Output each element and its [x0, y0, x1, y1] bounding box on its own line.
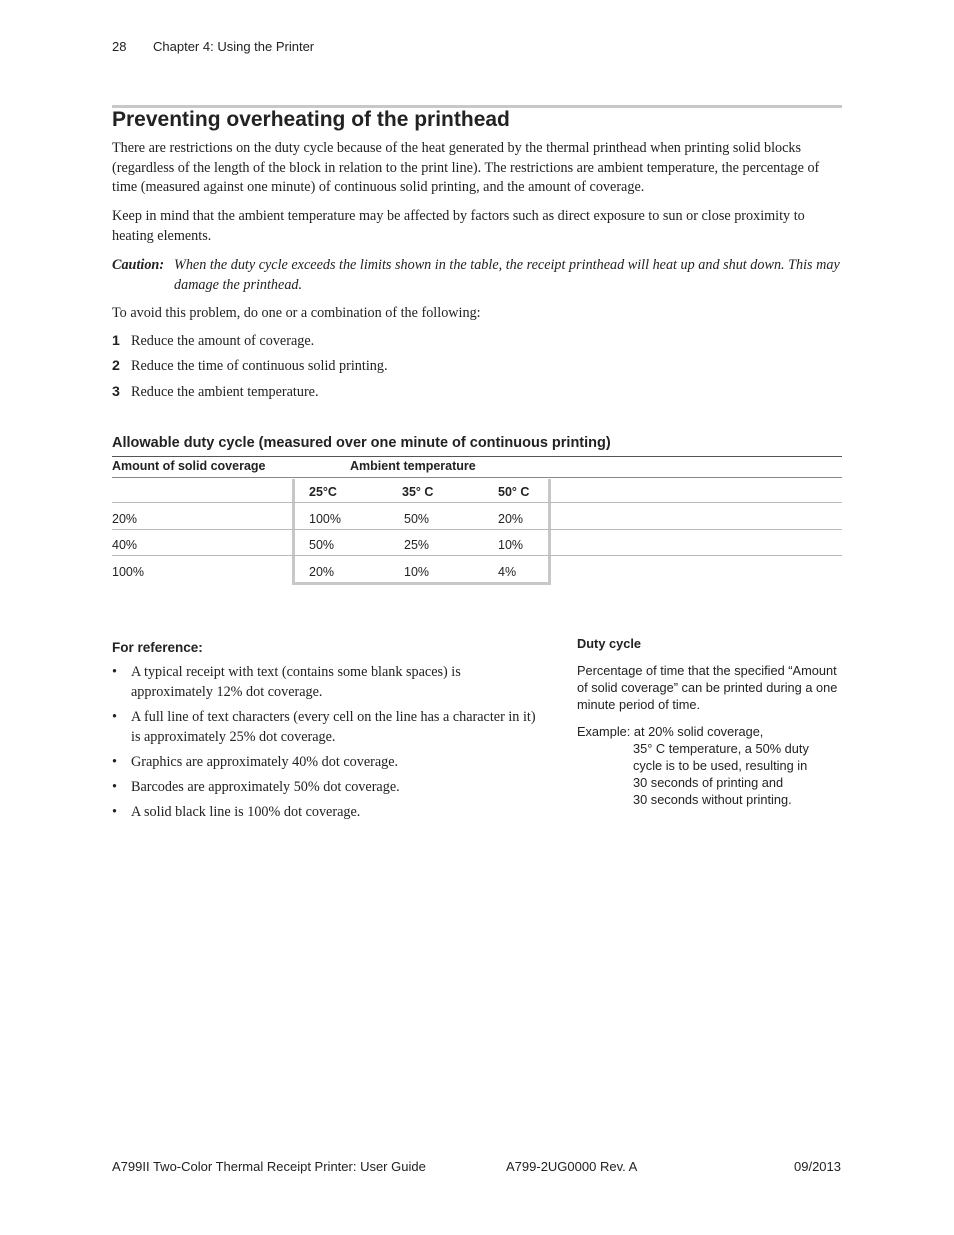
list-item: [112, 662, 542, 702]
sidebar-definition: [577, 635, 842, 808]
sidebar-definition-text: Percentage of time that the specified “Amount of solid coverage” can be printed during a one minute period of time.: [577, 663, 838, 712]
list-item: [112, 752, 542, 772]
bullet-icon: •: [112, 709, 117, 725]
caution-label: Caution:: [112, 257, 165, 273]
cell-100-35: 10%: [404, 565, 430, 579]
caution-note: [112, 256, 842, 295]
sidebar-example-line: 30 seconds without printing.: [633, 792, 792, 807]
paragraph-text: There are restrictions on the duty cycle because of the heat generated by the thermal printhead when printing solid blocks (regardless of the length of the block in relation to the print line). The restrictions are ambient temperature, the percentage of time (measured against one minute) of continuous solid printing, and the amount of coverage.: [112, 140, 820, 195]
page-number: 28: [112, 39, 127, 54]
footer-guide-title: A799II Two-Color Thermal Receipt Printer: User Guide: [112, 1159, 426, 1174]
table-header-rule: [112, 477, 842, 478]
bullet-icon: •: [112, 754, 117, 770]
paragraph-2: [112, 207, 842, 246]
step-text: Reduce the amount of coverage.: [131, 333, 315, 349]
sidebar-example-line: 35° C temperature, a 50% duty: [633, 741, 809, 756]
reference-heading: For reference:: [112, 640, 203, 655]
table-title: Allowable duty cycle (measured over one minute of continuous printing): [112, 435, 611, 451]
step-number: 2: [112, 358, 120, 374]
table-row-divider: [112, 529, 842, 530]
step-text: Reduce the ambient temperature.: [131, 384, 319, 400]
list-item: [112, 777, 542, 797]
table-top-rule: [112, 456, 842, 457]
row-coverage-100: 100%: [112, 565, 144, 579]
intro-paragraph: To avoid this problem, do one or a combination of the following:: [112, 305, 481, 321]
cell-40-35: 25%: [404, 538, 430, 552]
column-header-temperature: Ambient temperature: [350, 459, 476, 473]
table-row-divider: [112, 555, 842, 556]
list-item-text: A solid black line is 100% dot coverage.: [131, 804, 361, 820]
running-header: [112, 39, 314, 54]
step-item: [112, 384, 319, 401]
list-item-text: A full line of text characters (every cell on the line has a character in it) is approximately 25% dot coverage.: [131, 709, 536, 745]
step-number: 1: [112, 333, 120, 349]
footer-doc-id: A799-2UG0000 Rev. A: [506, 1159, 638, 1174]
temp-header-50: 50° C: [498, 485, 530, 499]
cell-20-25: 100%: [309, 512, 341, 526]
step-text: Reduce the time of continuous solid printing.: [131, 358, 388, 374]
sidebar-title: Duty cycle: [577, 636, 642, 651]
footer-date: 09/2013: [794, 1159, 841, 1174]
temp-header-35: 35° C: [402, 485, 434, 499]
sidebar-example: [633, 740, 842, 808]
reference-list: [112, 662, 542, 827]
step-number: 3: [112, 384, 120, 400]
cell-100-25: 20%: [309, 565, 335, 579]
chapter-title: Chapter 4: Using the Printer: [153, 39, 315, 54]
list-item-text: Barcodes are approximately 50% dot coverage.: [131, 779, 400, 795]
sidebar-example-line: cycle is to be used, resulting in: [633, 758, 808, 773]
cell-40-25: 50%: [309, 538, 335, 552]
intro-text: [112, 304, 842, 324]
list-item: [112, 802, 542, 822]
list-item: [112, 707, 542, 747]
section-title: Preventing overheating of the printhead: [112, 108, 510, 131]
temp-header-25: 25°C: [309, 485, 337, 499]
bullet-icon: •: [112, 804, 117, 820]
step-item: [112, 333, 314, 350]
cell-100-50: 4%: [498, 565, 517, 579]
list-item-text: Graphics are approximately 40% dot coverage.: [131, 754, 399, 770]
sidebar-example-label: Example: at 20% solid coverage,: [577, 724, 764, 739]
caution-text: When the duty cycle exceeds the limits shown in the table, the receipt printhead will heat up and shut down. This may damage the printhead.: [174, 257, 840, 293]
cell-20-35: 50%: [404, 512, 430, 526]
list-item-text: A typical receipt with text (contains some blank spaces) is approximately 12% dot coverage.: [131, 664, 461, 700]
step-item: [112, 358, 388, 375]
paragraph-1: [112, 139, 842, 198]
paragraph-text: Keep in mind that the ambient temperature may be affected by factors such as direct exposure to sun or close proximity to heating elements.: [112, 208, 805, 244]
cell-20-50: 20%: [498, 512, 524, 526]
bullet-icon: •: [112, 779, 117, 795]
column-header-coverage: Amount of solid coverage: [112, 459, 266, 473]
row-coverage-20: 20%: [112, 512, 138, 526]
sidebar-example-line: 30 seconds of printing and: [633, 775, 784, 790]
row-coverage-40: 40%: [112, 538, 138, 552]
bullet-icon: •: [112, 664, 117, 680]
cell-40-50: 10%: [498, 538, 524, 552]
table-row-divider: [112, 502, 842, 503]
